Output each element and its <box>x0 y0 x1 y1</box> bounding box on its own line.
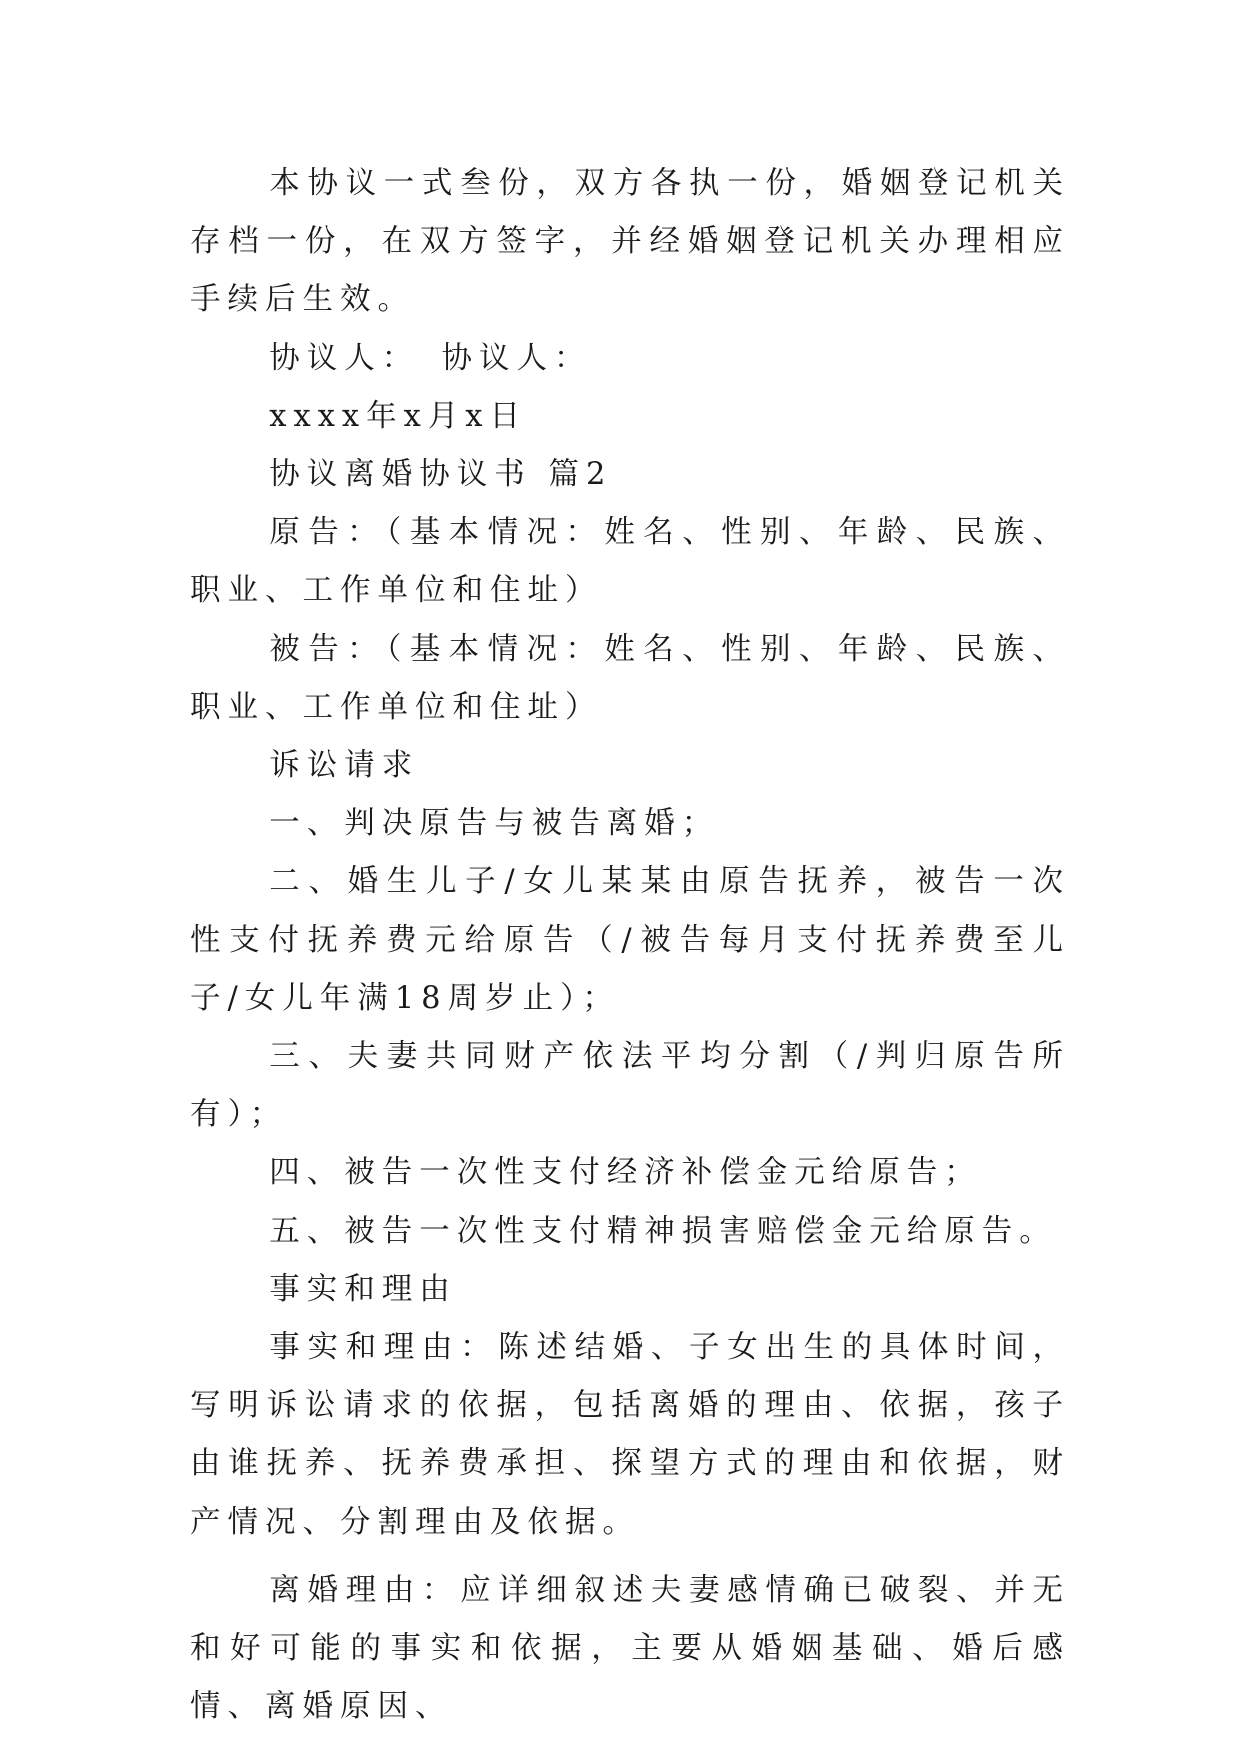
paragraph-claim-3: 三、夫妻共同财产依法平均分割（/判归原告所有）； <box>190 1039 1070 1133</box>
paragraph-claims-heading: 诉讼请求 <box>269 748 420 784</box>
paragraph-facts-heading: 事实和理由 <box>269 1271 457 1307</box>
paragraph-defendant: 被告：（基本情况：姓名、性别、年龄、民族、职业、工作单位和住址） <box>190 631 1070 725</box>
paragraph-facts-reasons: 事实和理由：陈述结婚、子女出生的具体时间，写明诉讼请求的依据，包括离婚的理由、依据，孩子由谁抚养、抚养费承担、探望方式的理由和依据，财产情况、分割理由及依据。 <box>190 1330 1070 1540</box>
paragraph-section-heading: 协议离婚协议书 篇2 <box>269 457 613 493</box>
paragraph-divorce-reasons: 离婚理由：应详细叙述夫妻感情确已破裂、并无和好可能的事实和依据，主要从婚姻基础、婚后感情、离婚原因、 <box>190 1572 1070 1725</box>
paragraph-plaintiff: 原告：（基本情况：姓名、性别、年龄、民族、职业、工作单位和住址） <box>190 515 1070 609</box>
paragraph-agreement-copies: 本协议一式叁份，双方各执一份，婚姻登记机关存档一份，在双方签字，并经婚姻登记机关办理相应手续后生效。 <box>190 166 1070 318</box>
paragraph-claim-2: 二、婚生儿子/女儿某某由原告抚养，被告一次性支付抚养费元给原告（/被告每月支付抚养费至儿子/女儿年满18周岁止）； <box>190 864 1070 1016</box>
paragraph-signatories: 协议人： 协议人： <box>269 340 592 376</box>
document-body <box>190 155 1070 1736</box>
paragraph-claim-4: 四、被告一次性支付经济补偿金元给原告； <box>269 1155 982 1191</box>
paragraph-date: xxxx年x月x日 <box>269 398 528 434</box>
paragraph-claim-5: 五、被告一次性支付精神损害赔偿金元给原告。 <box>269 1213 1057 1249</box>
paragraph-claim-1: 一、判决原告与被告离婚； <box>269 806 720 842</box>
